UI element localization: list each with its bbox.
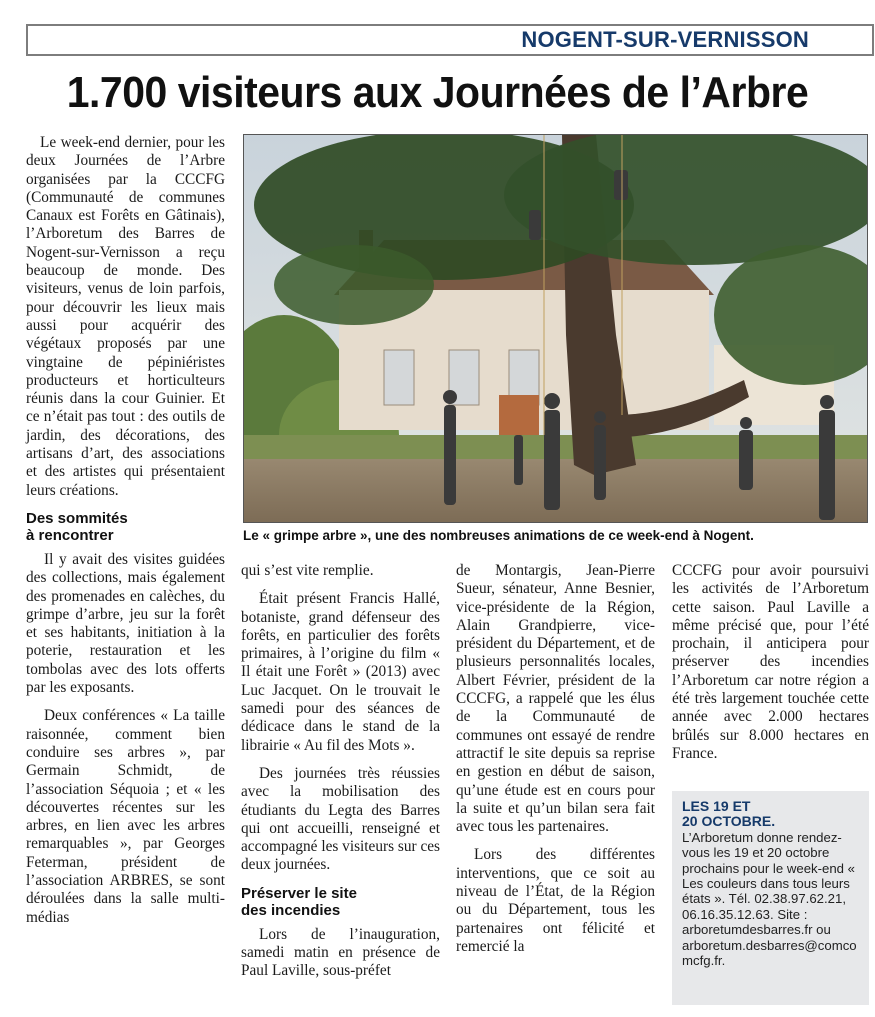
subhead-2 (241, 885, 440, 920)
paragraph: qui s’est vite remplie. (241, 562, 374, 579)
subhead-line: à rencontrer (26, 527, 114, 545)
info-box-date (682, 799, 859, 830)
photo-caption: Le « grimpe arbre », une des nombreuses animations de ce week-end à Nogent. (243, 528, 754, 543)
paragraph: de Montargis, Jean-Pierre Sueur, sénateur, Anne Besnier, vice-présidente de la Région, Alain Grandpierre, vice-président du Département, et de plusieurs personnalités locales, Albert Février, président de la CCCFG, a rappelé que les élus de la Communauté de communes ont essayé de rendre attractif le site depuis sa reprise en gestion en début de saison, qu’une étude est en cours pour la suite et qu’un bilan sera fait avec tous les partenaires. (456, 562, 655, 836)
info-box-body: L’Arboretum donne rendez-vous les 19 et 20 octobre prochains pour le week-end « Les couleurs dans tous leurs états ». Tél. 02.38.97.62.21, 06.16.35.12.63. Site : arboretumdesbarres.fr ou arboretum.desbarres@comcomcfg.fr. (682, 829, 857, 969)
column-1 (26, 134, 225, 937)
subhead-line: Préserver le site (241, 884, 357, 902)
paragraph: Lors de l’inauguration, samedi matin en présence de Paul Laville, sous-préfet (241, 925, 440, 980)
paragraph: Il y avait des visites guidées des collections, mais également des promenades en calèches, du grimpe d’arbre, jeu sur la forêt et ses habitants, initiation à la poterie, restauration et les tombolas avec des lots offerts par les exposants. (26, 550, 225, 697)
paragraph: Lors des différentes interventions, que ce soit au niveau de l’État, de la Région ou du Département, tous les partenaires ont félicité et remercié la (456, 846, 655, 955)
info-box (672, 791, 869, 1005)
subhead-line: Des sommités (26, 509, 128, 527)
paragraph: Le week-end dernier, pour les deux Journées de l’Arbre organisées par la CCCFG (Communauté de communes Canaux est Forêts en Gâtinais), l’Arboretum des Barres de Nogent-sur-Vernisson a reçu beaucoup de monde. Des visiteurs, venus de loin parfois, pour découvrir les lieux mais aussi pour acquérir des végétaux proposés par une vingtaine de pépiniéristes producteurs et horticulteurs réunis dans la cour Guinier. Et ce n’était pas tout : des outils de jardin, des décorations, des artisans d’art, des associations et des artistes qui présentaient leurs créations. (26, 134, 225, 499)
info-box-date-line: 20 OCTOBRE. (682, 813, 776, 830)
paragraph: CCCFG pour avoir poursuivi les activités de l’Arboretum cette saison. Paul Laville a même précisé que, pour l’été prochain, il anticipera pour préserver des incendies l’Arboretum car notre région a été très largement touchée cette année avec 2.000 hectares brûlés sur 8.000 hectares en France. (672, 562, 869, 762)
column-4 (672, 562, 869, 773)
article-photo (243, 134, 868, 523)
headline: 1.700 visiteurs aux Journées de l’Arbre (66, 68, 809, 117)
paragraph: Des journées très réussies avec la mobilisation des étudiants du Legta des Barres qui ont accueilli, renseigné et accompagné les visiteurs sur ces deux journées. (241, 764, 440, 874)
column-2 (241, 562, 440, 991)
column-3 (456, 562, 655, 966)
subhead-line: des incendies (241, 902, 341, 920)
paragraph: Deux conférences « La taille raisonnée, comment bien conduire ses arbres », par Germain Schmidt, de l’association Séquoia ; et « les découvertes récentes sur les arbres, en lien avec les arbres remarquables », par Georges Feterman, président de l’association ARBRES, se sont déroulées dans la salle multi-médias (26, 707, 225, 926)
subhead-1 (26, 510, 225, 545)
paragraph: Était présent Francis Hallé, botaniste, grand défenseur des forêts, en particulier des forêts primaires, à l’origine du film « Il était une Forêt » (2013) avec Luc Jacquet. On le trouvait le samedi pour des séances de dédicace dans le stand de la librairie « Au fil des Mots ». (241, 590, 440, 754)
section-kicker: NOGENT-SUR-VERNISSON (521, 27, 809, 52)
tree-climbing-photo (244, 135, 868, 523)
info-box-date-line: LES 19 ET (682, 798, 751, 814)
